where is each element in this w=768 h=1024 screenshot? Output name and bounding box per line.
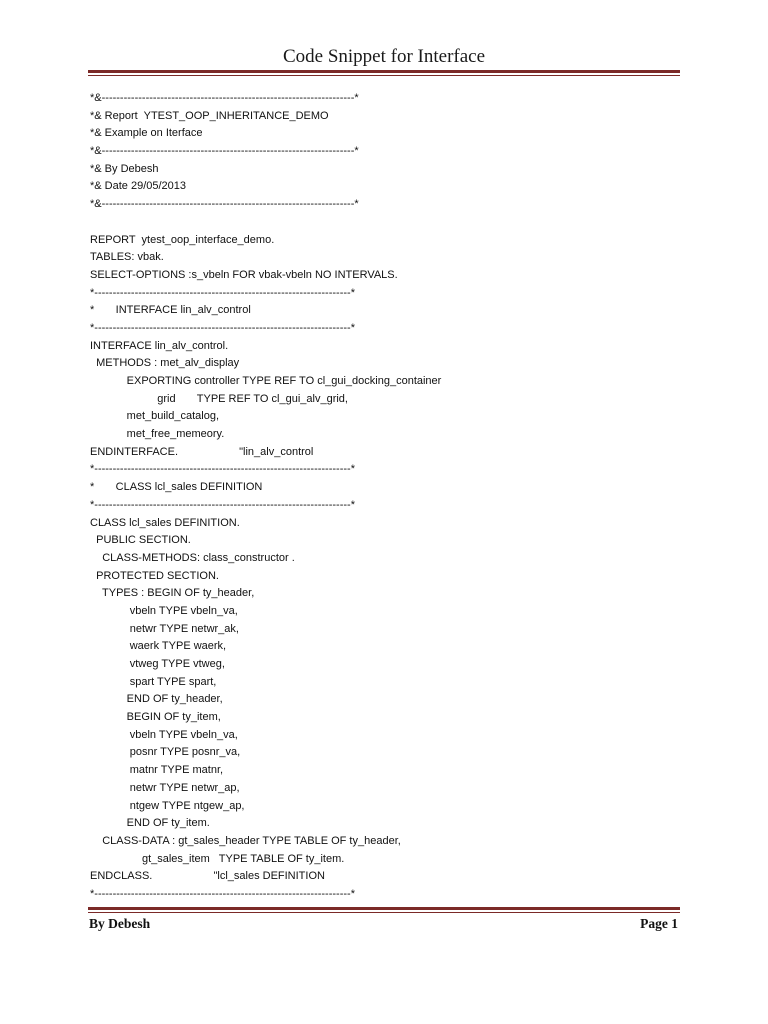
code-block <box>90 90 680 904</box>
code-line: *& Report YTEST_OOP_INHERITANCE_DEMO <box>90 109 329 122</box>
header-rule <box>88 70 680 76</box>
code-line: *&---------------------------------------------------------------------* <box>90 92 359 104</box>
code-line <box>90 214 680 232</box>
footer-page-number: Page 1 <box>640 916 678 931</box>
code-line: met_build_catalog, <box>90 410 220 423</box>
code-line: BEGIN OF ty_item, <box>90 711 221 724</box>
code-line: ENDCLASS. "lcl_sales DEFINITION <box>90 870 325 883</box>
code-line: TABLES: vbak. <box>90 251 164 264</box>
code-line: EXPORTING controller TYPE REF TO cl_gui_docking_container <box>90 375 442 387</box>
footer-author: By Debesh <box>89 916 151 931</box>
code-line: INTERFACE lin_alv_control. <box>90 339 229 352</box>
code-line: *& Example on Iterface <box>90 127 203 140</box>
code-line: TYPES : BEGIN OF ty_header, <box>90 587 255 600</box>
code-line: CLASS lcl_sales DEFINITION. <box>90 516 240 529</box>
code-line: *----------------------------------------------------------------------* <box>90 498 355 511</box>
code-line: *----------------------------------------------------------------------* <box>90 463 355 476</box>
code-line: * INTERFACE lin_alv_control <box>90 304 251 317</box>
code-line: grid TYPE REF TO cl_gui_alv_grid, <box>90 392 348 405</box>
code-line: CLASS-METHODS: class_constructor . <box>90 551 295 564</box>
code-line: vbeln TYPE vbeln_va, <box>90 728 238 741</box>
code-line: END OF ty_item. <box>90 817 210 830</box>
code-line: REPORT ytest_oop_interface_demo. <box>90 233 275 246</box>
code-line: END OF ty_header, <box>90 693 223 706</box>
code-line: gt_sales_item TYPE TABLE OF ty_item. <box>90 852 345 865</box>
code-line: *----------------------------------------------------------------------* <box>90 286 355 299</box>
code-line: netwr TYPE netwr_ak, <box>90 622 239 635</box>
code-line: *----------------------------------------------------------------------* <box>90 887 355 900</box>
code-line: ENDINTERFACE. "lin_alv_control <box>90 445 314 458</box>
code-line: netwr TYPE netwr_ap, <box>90 781 240 794</box>
code-line: *& By Debesh <box>90 162 159 175</box>
page-title: Code Snippet for Interface <box>282 46 486 67</box>
code-line: ntgew TYPE ntgew_ap, <box>90 799 245 812</box>
code-line: matnr TYPE matnr, <box>90 764 224 777</box>
code-line: PUBLIC SECTION. <box>90 534 191 547</box>
code-line: *& Date 29/05/2013 <box>90 180 187 193</box>
code-line: PROTECTED SECTION. <box>90 569 219 582</box>
code-line: METHODS : met_alv_display <box>90 357 240 370</box>
code-line: *&---------------------------------------------------------------------* <box>90 145 359 158</box>
code-line: waerk TYPE waerk, <box>90 640 227 653</box>
code-line: spart TYPE spart, <box>90 675 217 688</box>
code-line: *----------------------------------------------------------------------* <box>90 321 355 334</box>
code-line: * CLASS lcl_sales DEFINITION <box>90 481 263 494</box>
code-line: SELECT-OPTIONS :s_vbeln FOR vbak-vbeln NO INTERVALS. <box>90 268 398 281</box>
code-line: posnr TYPE posnr_va, <box>90 746 241 759</box>
code-line: vbeln TYPE vbeln_va, <box>90 604 238 617</box>
code-line: *&---------------------------------------------------------------------* <box>90 198 359 211</box>
footer-rule <box>88 907 680 913</box>
code-line: met_free_memeory. <box>90 428 225 441</box>
code-line: vtweg TYPE vtweg, <box>90 658 225 670</box>
code-line: CLASS-DATA : gt_sales_header TYPE TABLE OF ty_header, <box>90 834 401 847</box>
